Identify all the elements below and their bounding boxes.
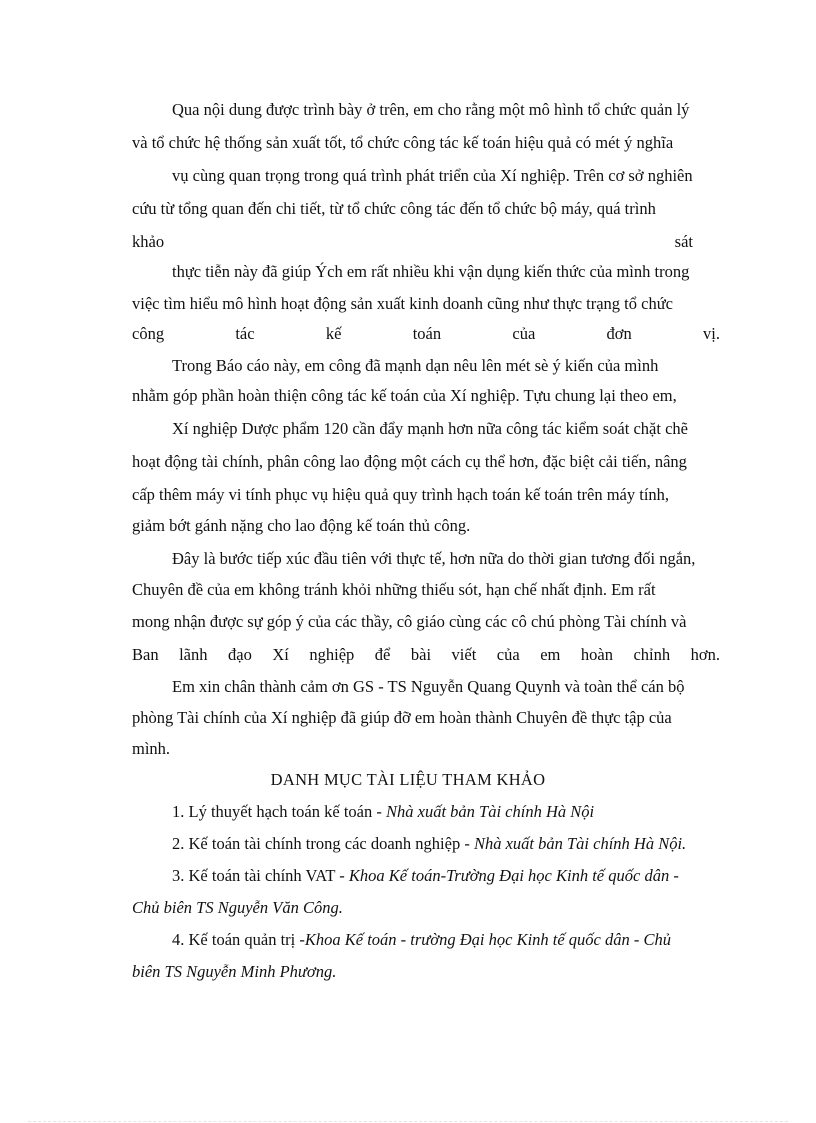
paragraph-line: hoạt động tài chính, phân công lao động một cách cụ thể hơn, đặc biệt cải tiến, nâng [132,452,687,471]
paragraph-line: khảo sát [132,232,693,251]
reference-item [172,866,679,886]
paragraph-line: cứu từ tổng quan đến chi tiết, từ tổ chức công tác đến tổ chức bộ máy, quá trình [132,199,656,218]
reference-item-continued [132,962,336,982]
paragraph-line: Qua nội dung được trình bày ở trên, em cho rằng một mô hình tổ chức quản lý [172,100,690,119]
paragraph-line: mong nhận được sự góp ý của các thầy, cô giáo cùng các cô chú phòng Tài chính và [132,612,687,631]
references-title: DANH MỤC TÀI LIỆU THAM KHẢO [270,770,546,789]
paragraph-line: mình. [132,739,171,758]
paragraph-line: Em xin chân thành cảm ơn GS - TS Nguyễn Quang Quynh và toàn thể cán bộ [172,677,685,696]
reference-item [172,834,686,854]
reference-source: Khoa Kế toán-Trường Đại học Kinh tế quốc dân - [348,866,679,885]
reference-item-continued [132,898,343,918]
paragraph-line: và tổ chức hệ thống sản xuất tốt, tổ chức công tác kế toán hiệu quả có mét ý nghĩa [132,133,674,152]
paragraph-line: giảm bớt gánh nặng cho lao động kế toán thủ công. [132,516,471,535]
paragraph-line: Trong Báo cáo này, em công đã mạnh dạn nêu lên mét sè ý kiến của mình [172,356,659,375]
paragraph-line: Ban lãnh đạo Xí nghiệp để bài viết của em hoàn chỉnh hơn. [132,645,720,664]
paragraph-line: Đây là bước tiếp xúc đầu tiên với thực tế, hơn nữa do thời gian tương đối ngắn, [172,549,696,568]
reference-lead: 3. Kế toán tài chính VAT - [172,866,349,885]
reference-lead: 1. Lý thuyết hạch toán kế toán - [172,802,386,821]
reference-source: Nhà xuất bản Tài chính Hà Nội. [473,834,687,853]
reference-source: Chủ biên TS Nguyễn Văn Công. [132,898,343,917]
page-bottom-divider [28,1121,788,1122]
paragraph-line: cấp thêm máy vi tính phục vụ hiệu quả quy trình hạch toán kế toán trên máy tính, [132,485,670,504]
reference-item [172,802,594,822]
reference-lead: 2. Kế toán tài chính trong các doanh nghiệp - [172,834,474,853]
paragraph-line: việc tìm hiểu mô hình hoạt động sản xuất kinh doanh cũng như thực trạng tổ chức [132,294,673,313]
paragraph-line: công tác kế toán của đơn vị. [132,324,720,343]
paragraph-line: thực tiễn này đã giúp Ých em rất nhiều khi vận dụng kiến thức của mình trong [172,262,690,281]
paragraph-line: Chuyên đề của em không tránh khỏi những thiếu sót, hạn chế nhất định. Em rất [132,580,656,599]
paragraph-line: nhằm góp phần hoàn thiện công tác kế toán của Xí nghiệp. Tựu chung lại theo em, [132,386,677,405]
reference-lead: 4. Kế toán quản trị - [172,930,305,949]
paragraph-line: phòng Tài chính của Xí nghiệp đã giúp đỡ em hoàn thành Chuyên đề thực tập của [132,708,672,727]
reference-source: biên TS Nguyễn Minh Phương. [132,962,337,981]
reference-item [172,930,671,950]
paragraph-line: Xí nghiệp Dược phẩm 120 cần đẩy mạnh hơn nữa công tác kiểm soát chặt chẽ [172,419,688,438]
reference-source: Khoa Kế toán - trường Đại học Kinh tế quốc dân - Chủ [304,930,672,949]
paragraph-line: vụ cùng quan trọng trong quá trình phát triển của Xí nghiệp. Trên cơ sở nghiên [172,166,693,185]
reference-source: Nhà xuất bản Tài chính Hà Nội [385,802,595,821]
